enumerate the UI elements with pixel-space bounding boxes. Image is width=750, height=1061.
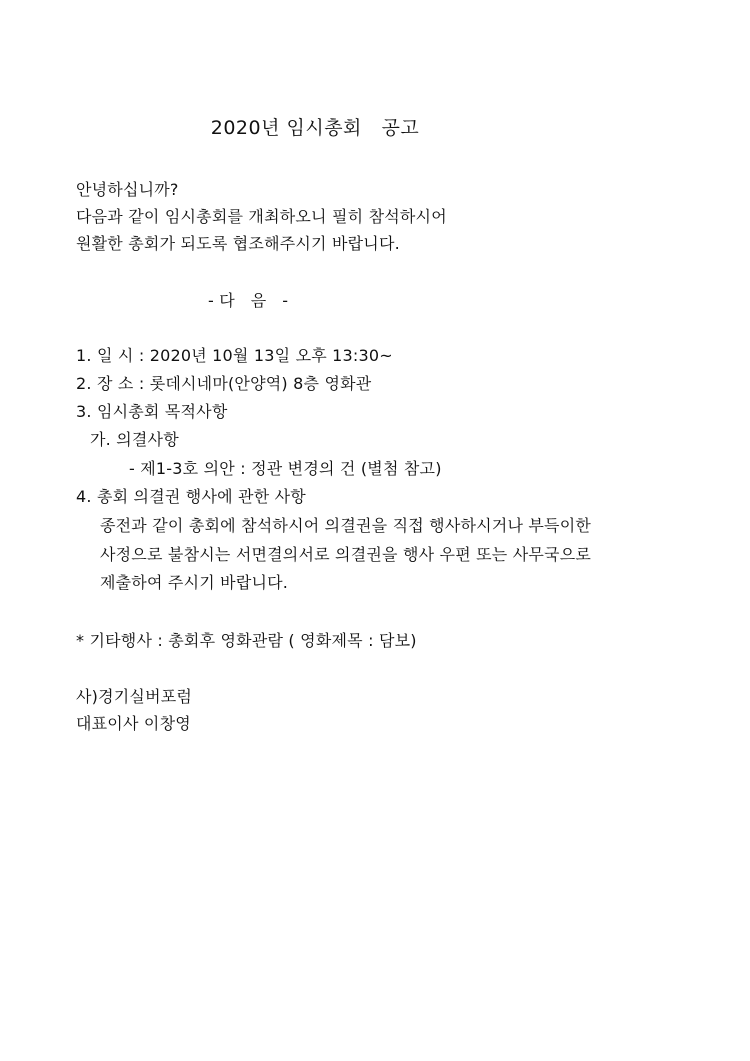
greeting-line: 안녕하십니까? [76,180,179,199]
item-date: 1. 일 시 : 2020년 10월 13일 오후 13:30~ [76,346,393,365]
item-purpose-detail: - 제1-3호 의안 : 정관 변경의 건 (별첨 참고) [129,459,442,478]
representative-name: 대표이사 이창영 [76,714,191,733]
voting-text-line: 사정으로 불참시는 서면결의서로 의결권을 행사 우편 또는 사무국으로 [100,545,592,564]
notice-title: 2020년 임시총회 공고 [210,117,420,139]
note-line: * 기타행사 : 총회후 영화관람 ( 영화제목 : 담보) [76,631,417,650]
item-place: 2. 장 소 : 롯데시네마(안양역) 8층 영화관 [76,374,372,393]
greeting-line: 원활한 총회가 되도록 협조해주시기 바랍니다. [76,234,400,253]
voting-text-line: 제출하여 주시기 바랍니다. [100,573,289,592]
greeting-line: 다음과 같이 임시총회를 개최하오니 필히 참석하시어 [76,207,447,226]
item-purpose-sub: 가. 의결사항 [90,430,179,449]
section-separator: - 다 음 - [208,291,289,310]
voting-text-line: 종전과 같이 총회에 참석하시어 의결권을 직접 행사하시거나 부득이한 [100,516,592,535]
item-purpose: 3. 임시총회 목적사항 [76,402,228,421]
item-voting: 4. 총회 의결권 행사에 관한 사항 [76,487,306,506]
organization-name: 사)경기실버포럼 [76,687,193,706]
